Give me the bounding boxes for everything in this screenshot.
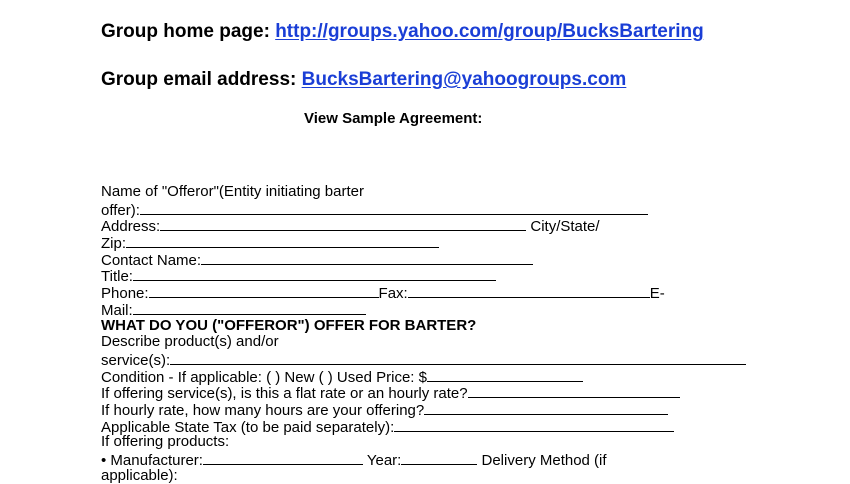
flat-hourly-label: If offering service(s), is this a flat rate or an hourly rate? [101, 385, 468, 403]
group-home-page-line [101, 21, 704, 43]
describe-label-row [101, 334, 841, 351]
group-home-page-link[interactable]: http://groups.yahoo.com/group/BucksBartering [275, 21, 704, 42]
title-field[interactable] [133, 267, 496, 281]
describe-field[interactable] [170, 351, 746, 365]
phone-fax-row [101, 284, 841, 301]
if-products-label: If offering products: [101, 433, 230, 451]
email-label-part1: E- [649, 285, 665, 303]
fax-field[interactable] [408, 284, 650, 298]
barter-form [101, 184, 841, 484]
flat-hourly-field[interactable] [468, 384, 680, 398]
contact-name-label: Contact Name: [101, 251, 202, 269]
offeror-name-field[interactable] [140, 201, 648, 215]
phone-field[interactable] [149, 284, 379, 298]
condition-label: Condition - If applicable: ( ) New ( ) Used Price: $ [101, 368, 427, 386]
flat-hourly-row [101, 384, 841, 401]
sample-agreement-title: View Sample Agreement: [304, 110, 483, 127]
zip-row [101, 234, 841, 251]
manufacturer-label: • Manufacturer: [101, 452, 203, 469]
offer-section-heading: WHAT DO YOU ("OFFEROR") OFFER FOR BARTER? [101, 316, 477, 334]
offeror-name-label: Name of "Offeror"(Entity initiating barter [101, 183, 364, 200]
price-field[interactable] [427, 368, 583, 382]
zip-label: Zip: [101, 235, 127, 253]
group-email-label: Group email address: [101, 69, 302, 90]
title-label: Title: [101, 268, 133, 286]
fax-label: Fax: [378, 285, 408, 303]
state-tax-field[interactable] [394, 418, 674, 432]
describe-row [101, 351, 841, 368]
email-field[interactable] [133, 301, 366, 315]
offeror-name-label-cont: offer): [101, 201, 140, 219]
email-label-part2: Mail: [101, 301, 133, 319]
condition-row [101, 368, 841, 385]
delivery-method-label: Delivery Method (if [477, 452, 607, 469]
year-label: Year: [362, 452, 402, 469]
describe-label-cont: service(s): [101, 351, 171, 369]
phone-label: Phone: [101, 285, 149, 303]
state-tax-label: Applicable State Tax (to be paid separately): [101, 418, 395, 436]
describe-label: Describe product(s) and/or [101, 333, 279, 351]
group-email-link[interactable]: BucksBartering@yahoogroups.com [301, 69, 627, 90]
hours-field[interactable] [424, 401, 668, 415]
city-state-zip-field[interactable] [126, 234, 439, 248]
group-email-line [101, 69, 626, 91]
manufacturer-row [101, 451, 841, 468]
city-state-label: City/State/ [526, 218, 600, 236]
contact-name-row [101, 251, 841, 268]
manufacturer-field[interactable] [203, 451, 363, 465]
title-row [101, 267, 841, 284]
address-row [101, 217, 841, 234]
offeror-name-row [101, 201, 841, 218]
year-field[interactable] [401, 451, 477, 465]
hours-row [101, 401, 841, 418]
email-row [101, 301, 841, 318]
address-label: Address: [101, 218, 161, 236]
if-products-row [101, 434, 841, 451]
address-field[interactable] [160, 217, 526, 231]
offeror-name-label-row [101, 184, 841, 201]
state-tax-row [101, 418, 841, 435]
delivery-applicable-label: applicable): [101, 466, 178, 484]
contact-name-field[interactable] [201, 251, 533, 265]
group-home-page-label: Group home page: [101, 21, 276, 42]
hours-label: If hourly rate, how many hours are your offering? [101, 401, 425, 419]
offer-heading-row [101, 318, 841, 335]
